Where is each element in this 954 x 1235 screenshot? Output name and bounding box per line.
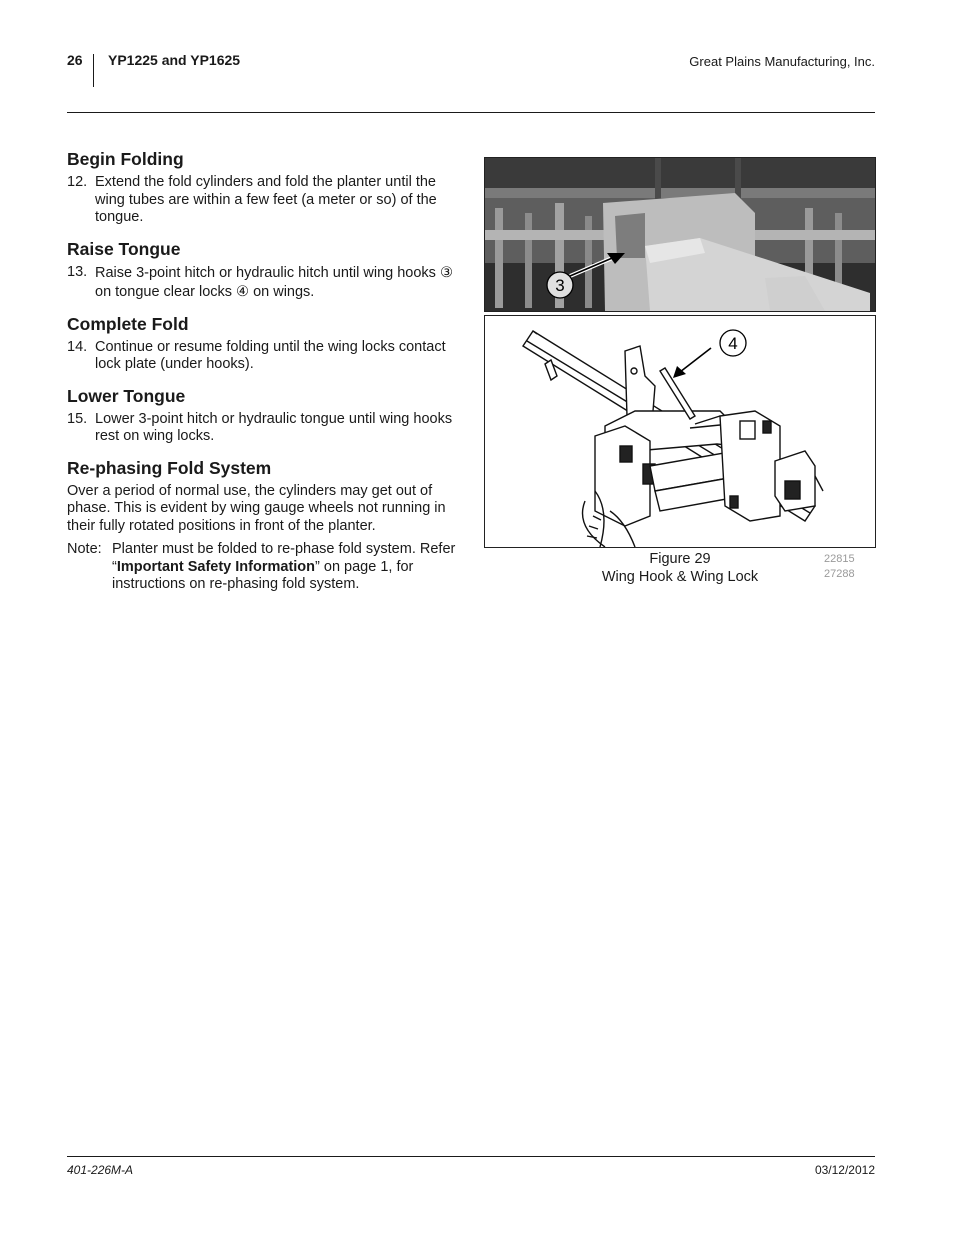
note-text-before: Planter must be folded to re-phase fold system. Refer “ (112, 541, 456, 575)
section-lower-tongue (67, 385, 459, 446)
section-title: Complete Fold (67, 313, 189, 334)
step-number: 12. (67, 174, 88, 190)
wing-lock-drawing (484, 315, 876, 548)
figure-title: Wing Hook & Wing Lock (601, 568, 759, 585)
wing-lock-drawing-art (485, 316, 875, 547)
step-item (67, 174, 459, 227)
section-paragraph: Over a period of normal use, the cylinders may get out of phase. This is evident by wing gauge wheels not running in their fully rotated positions in front of the planter. (67, 482, 446, 534)
step-text: Lower 3-point hitch or hydraulic tongue until wing hooks rest on wing locks. (95, 410, 453, 444)
step-text: Raise 3-point hitch or hydraulic hitch until wing hooks ③ on tongue clear locks ④ on wings. (95, 264, 453, 300)
note-text-after: ” on page 1, for instructions on re-phasing fold system. (112, 558, 414, 592)
wing-hook-photo (484, 157, 876, 312)
step-item (67, 339, 459, 374)
step-item (67, 264, 459, 302)
figure-ref-1: 22815 (824, 553, 855, 565)
step-text: Extend the fold cylinders and fold the planter until the wing tubes are within a few feet (a meter or so) of the tongue. (95, 174, 437, 225)
model-title: YP1225 and YP1625 (108, 52, 241, 68)
safety-info-reference: Important Safety Information (116, 558, 316, 575)
step-text: Continue or resume folding until the wing locks contact lock plate (under hooks). (95, 338, 446, 372)
figure-ref-2: 27288 (824, 567, 855, 580)
figure-number: Figure 29 (649, 551, 711, 567)
step-number: 13. (67, 263, 88, 280)
section-complete-fold (67, 313, 459, 374)
note-block (67, 541, 459, 594)
doc-number: 401-226M-A (67, 1163, 134, 1177)
instructions-column (67, 148, 459, 605)
figure-ref-numbers (824, 552, 855, 581)
section-title: Lower Tongue (67, 385, 186, 406)
footer-date: 03/12/2012 (814, 1163, 875, 1177)
page-number: 26 (67, 52, 83, 68)
step-number: 14. (67, 338, 88, 355)
callout-4: 4 (728, 334, 738, 353)
note-label: Note: (67, 541, 102, 557)
note-text (112, 541, 459, 594)
figure-caption (560, 551, 800, 586)
section-begin-folding (67, 148, 459, 227)
company-name: Great Plains Manufacturing, Inc. (689, 54, 875, 69)
header-divider (93, 54, 94, 87)
section-title: Re-phasing Fold System (67, 457, 272, 478)
step-item (67, 411, 459, 446)
page-header (67, 52, 875, 92)
section-raise-tongue (67, 238, 459, 302)
section-title: Raise Tongue (67, 238, 181, 259)
step-number: 15. (67, 410, 88, 427)
section-title: Begin Folding (67, 149, 184, 169)
section-rephasing (67, 457, 459, 594)
bottom-rule (67, 1156, 875, 1157)
callout-3: 3 (555, 276, 565, 295)
top-rule (67, 112, 875, 113)
wing-hook-photo-art (485, 158, 875, 311)
